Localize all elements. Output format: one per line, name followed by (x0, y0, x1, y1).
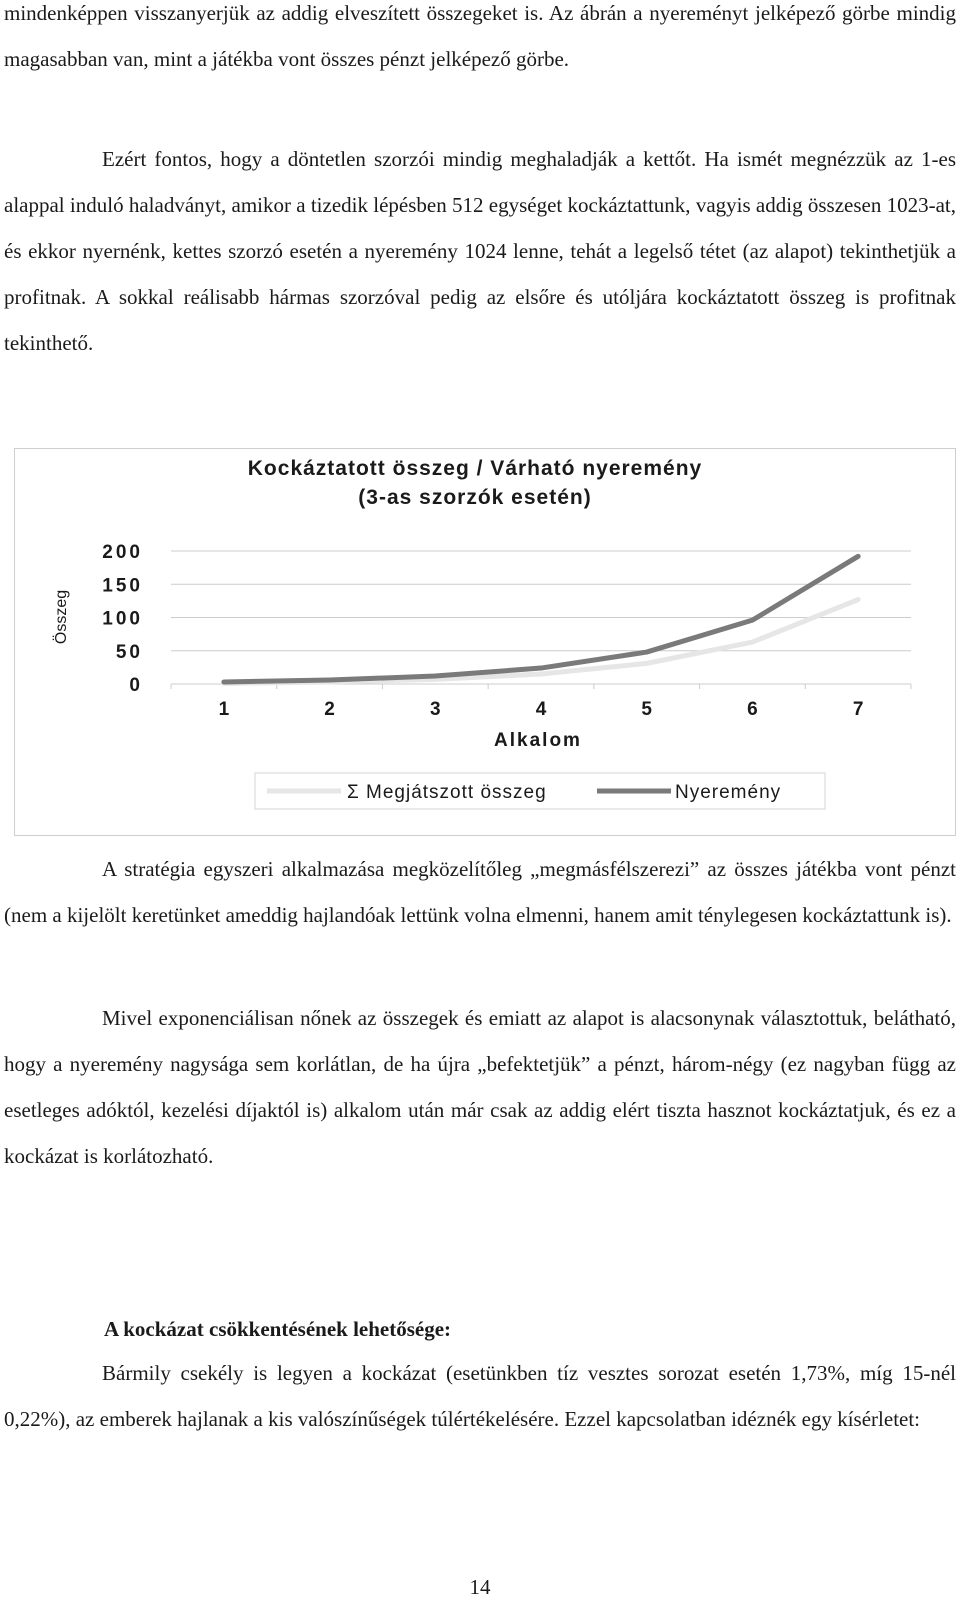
paragraph-intro: mindenképpen visszanyerjük az addig elveszített összegeket is. Az ábrán a nyereményt jelképező görbe mindig magasabban van, mint a játékba vont összes pénzt jelképező görbe. (4, 1, 956, 71)
section-heading: A kockázat csökkentésének lehetősége: (104, 1317, 452, 1341)
x-tick-label: 2 (324, 699, 335, 720)
legend-label-1: Nyeremény (675, 782, 782, 803)
y-tick-label: 50 (115, 641, 143, 663)
y-tick-label: 100 (102, 608, 143, 630)
y-tick-label: 150 (102, 575, 143, 597)
paragraph-strategy: A stratégia egyszeri alkalmazása megközelítőleg „megmásfélszerezi” az összes játékba vont pénzt (nem a kijelölt keretünket ameddig hajlandóak lettünk volna elmenni, hanem amit ténylegesen kockáztattunk is). (4, 857, 956, 927)
x-tick-label: 5 (641, 699, 653, 720)
paragraph-exponential: Mivel exponenciálisan nőnek az összegek és emiatt az alapot is alacsonynak választottuk, belátható, hogy a nyeremény nagysága sem korlátlan, de ha újra „befektetjük” a pénzt, három-négy (ez nagyban függ az esetleges adóktól, kezelési díjaktól is) alkalom után már csak az addig elért tiszta hasznot kockáztatjuk, és ez a kockázat is korlátozható. (4, 1006, 956, 1168)
y-tick-label: 0 (129, 675, 143, 696)
x-tick-label: 3 (429, 699, 441, 720)
y-axis-label: Összeg (53, 589, 70, 645)
paragraph-risk: Bármily csekély is legyen a kockázat (esetünkben tíz vesztes sorozat esetén 1,73%, míg 15-nél 0,22%), az emberek hajlanak a kis valószínűségek túlértékelésére. Ezzel kapcsolatban idéznék egy kísérletet: (4, 1361, 956, 1431)
legend-label-0: Σ Megjátszott összeg (347, 782, 547, 803)
chart-title-line2: (3-as szorzók esetén) (358, 486, 592, 509)
x-axis-label: Alkalom (494, 730, 582, 751)
x-tick-label: 6 (747, 699, 758, 720)
page-number: 14 (469, 1575, 491, 1599)
y-tick-label: 200 (102, 542, 143, 563)
series-line-1 (224, 556, 858, 682)
chart-svg (15, 449, 955, 835)
chart (14, 448, 956, 836)
x-tick-label: 4 (535, 699, 547, 720)
paragraph-multiplier: Ezért fontos, hogy a döntetlen szorzói mindig meghaladják a kettőt. Ha ismét megnézzük az 1-es alappal induló haladványt, amikor a tizedik lépésben 512 egységet kockáztattunk, vagyis addig összesen 1023-at, és ekkor nyernénk, kettes szorzó esetén a nyeremény 1024 lenne, tehát a legelső tétet (az alapot) tekinthetjük a profitnak. A sokkal reálisabb hármas szorzóval pedig az elsőre és utóljára kockáztatott összeg is profitnak tekinthető. (4, 147, 956, 355)
x-tick-label: 1 (218, 699, 230, 720)
x-tick-label: 7 (852, 699, 864, 720)
chart-title-line1: Kockáztatott összeg / Várható nyeremény (247, 457, 703, 480)
